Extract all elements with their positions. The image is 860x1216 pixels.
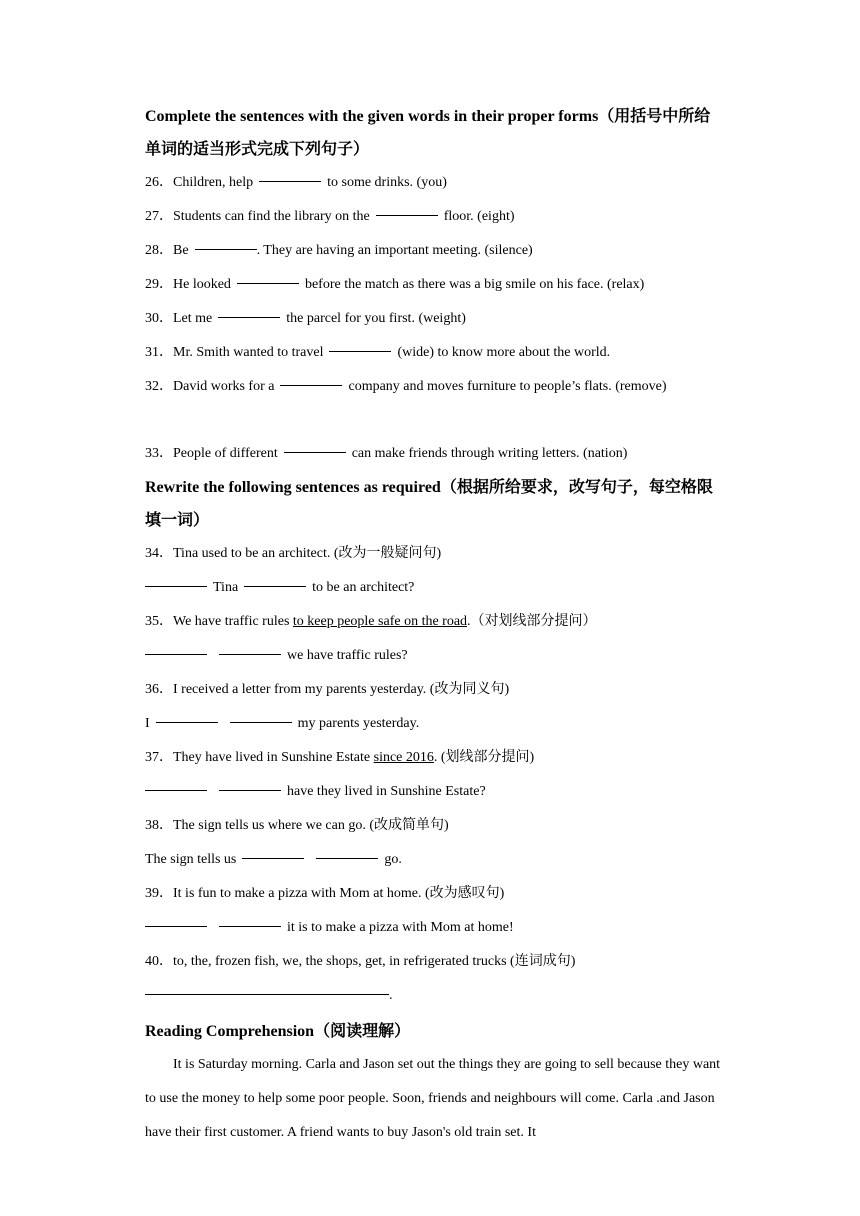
question-40: 40．to, the, frozen fish, we, the shops, get, in refrigerated trucks (连词成句) <box>145 954 576 969</box>
question-27 <box>145 200 725 234</box>
question-text: to some drinks. (you) <box>327 175 447 190</box>
answer-39 <box>145 911 725 945</box>
answer-text: it is to make a pizza with Mom at home! <box>287 920 514 935</box>
underlined-phrase: since 2016 <box>373 750 434 765</box>
question-number: 26． <box>145 175 173 190</box>
answer-text: have they lived in Sunshine Estate? <box>287 784 486 799</box>
answer-blank[interactable] <box>145 654 207 655</box>
answer-blank[interactable] <box>329 351 391 352</box>
question-number: 29． <box>145 277 173 292</box>
spacer <box>145 404 725 437</box>
answer-blank[interactable] <box>145 926 207 927</box>
answer-blank[interactable] <box>219 790 281 791</box>
answer-blank[interactable] <box>230 722 292 723</box>
answer-text: Tina <box>213 580 239 595</box>
question-35 <box>145 605 725 639</box>
question-34: 34．Tina used to be an architect. (改为一般疑问句) <box>145 546 442 561</box>
question-instruction: . (划线部分提问) <box>433 750 535 765</box>
answer-37 <box>145 775 725 809</box>
answer-blank[interactable] <box>219 654 281 655</box>
question-text: Be <box>173 243 189 258</box>
section-heading-reading: Reading Comprehension（阅读理解） <box>145 1023 411 1040</box>
question-number: 28． <box>145 243 173 258</box>
answer-blank[interactable] <box>237 283 299 284</box>
answer-blank[interactable] <box>244 586 306 587</box>
question-text: the parcel for you first. (weight) <box>286 311 466 326</box>
answer-end: . <box>389 988 393 1003</box>
question-text: We have traffic rules <box>173 614 293 629</box>
reading-passage: It is Saturday morning. Carla and Jason set out the things they are going to sell because they want to use the money to help some poor people. Soon, friends and neighbours will come. Carla .and Jason have their first customer. A friend wants to buy Jason's old train set. It <box>145 1057 721 1140</box>
question-32 <box>145 370 725 404</box>
worksheet-page <box>145 100 725 1150</box>
question-number: 31． <box>145 345 173 360</box>
question-26 <box>145 166 725 200</box>
answer-blank[interactable] <box>242 858 304 859</box>
answer-text: The sign tells us <box>145 852 237 867</box>
question-28 <box>145 234 725 268</box>
question-text: Mr. Smith wanted to travel <box>173 345 324 360</box>
question-text: floor. (eight) <box>443 209 515 224</box>
question-33 <box>145 437 725 471</box>
section-heading-complete-sentences: Complete the sentences with the given words in their proper forms（用括号中所给单词的适当形式完成下列句子） <box>145 108 711 158</box>
answer-blank[interactable] <box>280 385 342 386</box>
question-text: He looked <box>173 277 231 292</box>
question-39: 39．It is fun to make a pizza with Mom at home. (改为感叹句) <box>145 886 505 901</box>
answer-blank[interactable] <box>316 858 378 859</box>
question-text: Children, help <box>173 175 254 190</box>
question-number: 35． <box>145 614 173 629</box>
section-heading-rewrite-sentences: Rewrite the following sentences as required（根据所给要求，改写句子，每空格限填一词） <box>145 479 713 529</box>
question-38: 38．The sign tells us where we can go. (改成简单句) <box>145 818 449 833</box>
answer-blank[interactable] <box>259 181 321 182</box>
answer-text: we have traffic rules? <box>287 648 408 663</box>
question-36: 36．I received a letter from my parents yesterday. (改为同义句) <box>145 682 510 697</box>
answer-blank[interactable] <box>156 722 218 723</box>
answer-blank[interactable] <box>145 790 207 791</box>
answer-blank-long[interactable] <box>145 994 389 995</box>
answer-38 <box>145 843 725 877</box>
answer-blank[interactable] <box>219 926 281 927</box>
question-text: People of different <box>173 446 278 461</box>
answer-blank[interactable] <box>376 215 438 216</box>
question-30 <box>145 302 725 336</box>
answer-text: go. <box>384 852 402 867</box>
question-text: company and moves furniture to people’s flats. (remove) <box>348 379 667 394</box>
question-text: before the match as there was a big smile on his face. (relax) <box>304 277 645 292</box>
question-text: David works for a <box>173 379 275 394</box>
underlined-phrase: to keep people safe on the road <box>292 614 468 629</box>
answer-text: I <box>145 716 150 731</box>
answer-34 <box>145 571 725 605</box>
answer-blank[interactable] <box>145 586 207 587</box>
question-text: They have lived in Sunshine Estate <box>173 750 374 765</box>
question-37 <box>145 741 725 775</box>
answer-35 <box>145 639 725 673</box>
answer-blank[interactable] <box>195 249 257 250</box>
answer-blank[interactable] <box>284 452 346 453</box>
question-text: Let me <box>173 311 213 326</box>
question-29 <box>145 268 725 302</box>
answer-text: my parents yesterday. <box>297 716 420 731</box>
question-instruction: .（对划线部分提问） <box>467 614 597 629</box>
question-text: . They are having an important meeting. (silence) <box>256 243 533 258</box>
question-number: 30． <box>145 311 173 326</box>
question-31 <box>145 336 725 370</box>
answer-40 <box>145 979 725 1013</box>
answer-36 <box>145 707 725 741</box>
question-number: 33． <box>145 446 173 461</box>
question-text: (wide) to know more about the world. <box>397 345 611 360</box>
question-number: 37． <box>145 750 173 765</box>
question-number: 27． <box>145 209 173 224</box>
question-number: 32． <box>145 379 173 394</box>
answer-blank[interactable] <box>218 317 280 318</box>
answer-text: to be an architect? <box>312 580 415 595</box>
question-text: can make friends through writing letters. (nation) <box>351 446 628 461</box>
question-text: Students can find the library on the <box>173 209 370 224</box>
